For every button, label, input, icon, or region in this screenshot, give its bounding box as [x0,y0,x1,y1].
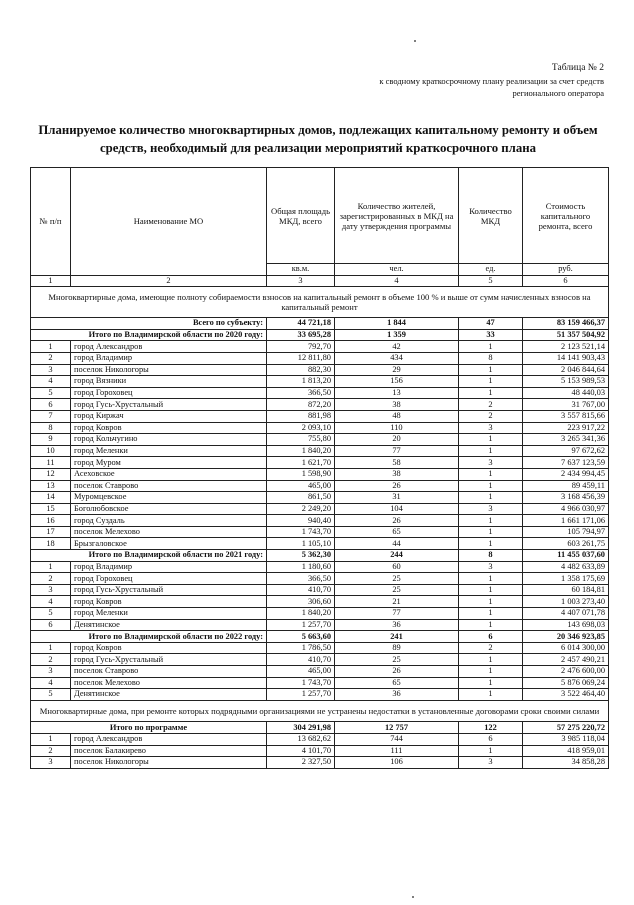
row-residents: 38 [335,399,459,411]
row-count: 1 [459,515,523,527]
subject-total-row [31,318,609,330]
row-cost: 3 265 341,36 [523,434,609,446]
table-row [31,596,609,608]
year-total-row-area: 5 663,60 [267,631,335,643]
row-area: 366,50 [267,573,335,585]
row-residents: 26 [335,515,459,527]
scan-speck [414,40,416,42]
row-num: 12 [31,468,71,480]
row-mo-name: город Ковров [71,642,267,654]
row-count: 1 [459,468,523,480]
row-residents: 110 [335,422,459,434]
row-cost: 3 557 815,66 [523,410,609,422]
row-residents: 48 [335,410,459,422]
row-count: 6 [459,733,523,745]
table-row [31,352,609,364]
col-header-area: Общая площадь МКД, всего [267,168,335,264]
row-num: 2 [31,573,71,585]
row-num: 3 [31,364,71,376]
row-residents: 21 [335,596,459,608]
row-cost: 2 123 521,14 [523,341,609,353]
row-count: 1 [459,596,523,608]
row-count: 1 [459,364,523,376]
row-count: 1 [459,341,523,353]
table-row [31,642,609,654]
row-area: 306,60 [267,596,335,608]
row-area: 465,00 [267,480,335,492]
row-num: 11 [31,457,71,469]
col-number: 3 [267,275,335,287]
program-total-row [31,722,609,734]
row-mo-name: Муромцевское [71,492,267,504]
row-cost: 97 672,62 [523,445,609,457]
row-residents: 31 [335,492,459,504]
row-mo-name: город Александров [71,341,267,353]
year-total-row-residents: 1 359 [335,329,459,341]
row-area: 2 093,10 [267,422,335,434]
row-cost: 1 003 273,40 [523,596,609,608]
row-cost: 48 440,03 [523,387,609,399]
table-caption [304,62,604,99]
table-row [31,376,609,388]
row-num: 17 [31,526,71,538]
row-mo-name: Денятинское [71,689,267,701]
row-residents: 44 [335,538,459,550]
row-count: 3 [459,503,523,515]
row-num: 2 [31,745,71,757]
row-mo-name: город Суздаль [71,515,267,527]
row-count: 2 [459,642,523,654]
row-num: 4 [31,376,71,388]
row-mo-name: город Ковров [71,596,267,608]
table-row [31,445,609,457]
row-num: 3 [31,666,71,678]
row-residents: 42 [335,341,459,353]
year-total-row-area: 33 695,28 [267,329,335,341]
row-num: 1 [31,341,71,353]
row-num: 5 [31,387,71,399]
table-row [31,341,609,353]
row-cost: 223 917,22 [523,422,609,434]
row-residents: 65 [335,526,459,538]
table-row [31,422,609,434]
row-area: 2 249,20 [267,503,335,515]
year-total-row-cost: 51 357 504,92 [523,329,609,341]
row-num: 3 [31,757,71,769]
row-residents: 36 [335,689,459,701]
row-residents: 65 [335,677,459,689]
table-row [31,619,609,631]
row-residents: 60 [335,561,459,573]
row-mo-name: город Гороховец [71,573,267,585]
row-mo-name: город Гусь-Хрустальный [71,584,267,596]
row-area: 1 743,70 [267,526,335,538]
row-residents: 434 [335,352,459,364]
row-area: 4 101,70 [267,745,335,757]
row-count: 3 [459,457,523,469]
row-area: 1 105,10 [267,538,335,550]
row-area: 1 257,70 [267,689,335,701]
col-header-cost: Стоимость капитального ремонта, всего [523,168,609,264]
row-count: 1 [459,376,523,388]
row-count: 1 [459,434,523,446]
year-total-row-residents: 241 [335,631,459,643]
row-num: 1 [31,733,71,745]
col-number: 2 [71,275,267,287]
row-cost: 4 966 030,97 [523,503,609,515]
row-count: 1 [459,689,523,701]
col-header-num: № п/п [31,168,71,276]
row-area: 1 598,90 [267,468,335,480]
row-count: 1 [459,573,523,585]
table-row [31,573,609,585]
subject-total-row-label: Всего по субъекту: [31,318,267,330]
row-residents: 156 [335,376,459,388]
row-num: 6 [31,619,71,631]
row-num: 1 [31,642,71,654]
row-residents: 744 [335,733,459,745]
table-row [31,364,609,376]
unit-area: кв.м. [267,264,335,276]
row-cost: 3 168 456,39 [523,492,609,504]
row-num: 3 [31,584,71,596]
unit-cost: руб. [523,264,609,276]
row-cost: 2 457 490,21 [523,654,609,666]
row-cost: 3 522 464,40 [523,689,609,701]
row-mo-name: город Владимир [71,352,267,364]
caption-line: к сводному краткосрочному плану реализации за счет средств [379,76,604,86]
row-residents: 77 [335,608,459,620]
unit-count: ед. [459,264,523,276]
row-count: 2 [459,399,523,411]
row-count: 1 [459,445,523,457]
row-mo-name: поселок Мелехово [71,677,267,689]
scan-speck [412,896,414,898]
caption-line: регионального оператора [512,88,604,98]
row-residents: 29 [335,364,459,376]
table-row [31,538,609,550]
row-num: 13 [31,480,71,492]
row-mo-name: город Муром [71,457,267,469]
program-total-row-count: 122 [459,722,523,734]
row-residents: 38 [335,468,459,480]
table-row [31,434,609,446]
row-num: 18 [31,538,71,550]
row-count: 3 [459,422,523,434]
row-area: 861,50 [267,492,335,504]
row-residents: 20 [335,434,459,446]
row-area: 12 811,80 [267,352,335,364]
row-count: 1 [459,538,523,550]
row-cost: 5 153 989,53 [523,376,609,388]
subject-total-row-residents: 1 844 [335,318,459,330]
table-row [31,654,609,666]
col-number: 4 [335,275,459,287]
row-num: 5 [31,608,71,620]
row-num: 5 [31,689,71,701]
unit-residents: чел. [335,264,459,276]
row-cost: 418 959,01 [523,745,609,757]
row-mo-name: Денятинское [71,619,267,631]
row-area: 2 327,50 [267,757,335,769]
row-num: 16 [31,515,71,527]
row-count: 1 [459,387,523,399]
row-area: 940,40 [267,515,335,527]
col-header-name: Наименование МО [71,168,267,276]
year-total-row-label: Итого по Владимирской области по 2020 году: [31,329,267,341]
row-residents: 104 [335,503,459,515]
subject-total-row-area: 44 721,18 [267,318,335,330]
row-residents: 111 [335,745,459,757]
table-row [31,468,609,480]
row-cost: 603 261,75 [523,538,609,550]
row-cost: 105 794,97 [523,526,609,538]
row-area: 792,70 [267,341,335,353]
row-cost: 7 637 123,59 [523,457,609,469]
row-num: 1 [31,561,71,573]
row-count: 3 [459,757,523,769]
table-row [31,677,609,689]
year-total-row-residents: 244 [335,550,459,562]
row-count: 1 [459,584,523,596]
row-mo-name: город Кольчугино [71,434,267,446]
row-residents: 89 [335,642,459,654]
row-cost: 31 767,00 [523,399,609,411]
year-total-row [31,631,609,643]
year-total-row-label: Итого по Владимирской области по 2022 году: [31,631,267,643]
row-count: 1 [459,526,523,538]
row-num: 9 [31,434,71,446]
row-residents: 58 [335,457,459,469]
row-mo-name: город Ковров [71,422,267,434]
table-row [31,608,609,620]
row-area: 1 840,20 [267,445,335,457]
row-mo-name: поселок Ставрово [71,480,267,492]
table-row [31,757,609,769]
row-residents: 26 [335,480,459,492]
col-header-residents: Количество жителей, зарегистрированных в МКД на дату утверждения программы [335,168,459,264]
table-row [31,733,609,745]
table-number: Таблица № 2 [551,63,604,73]
row-cost: 5 876 069,24 [523,677,609,689]
row-residents: 25 [335,654,459,666]
row-num: 2 [31,654,71,666]
year-total-row-cost: 20 346 923,85 [523,631,609,643]
table-row [31,457,609,469]
row-count: 1 [459,619,523,631]
table-row [31,480,609,492]
row-count: 1 [459,492,523,504]
table-row [31,561,609,573]
table-row [31,503,609,515]
row-count: 8 [459,352,523,364]
program-total-row-cost: 57 275 220,72 [523,722,609,734]
row-area: 410,70 [267,654,335,666]
row-mo-name: поселок Никологоры [71,364,267,376]
row-num: 4 [31,677,71,689]
column-headers [31,168,609,264]
year-total-row-label: Итого по Владимирской области по 2021 году: [31,550,267,562]
row-area: 1 786,50 [267,642,335,654]
row-count: 1 [459,745,523,757]
row-cost: 1 661 171,06 [523,515,609,527]
table-row [31,584,609,596]
year-total-row-cost: 11 455 037,60 [523,550,609,562]
col-header-count: Количество МКД [459,168,523,264]
row-residents: 25 [335,573,459,585]
row-cost: 1 358 175,69 [523,573,609,585]
row-count: 3 [459,561,523,573]
year-total-row-count: 33 [459,329,523,341]
row-mo-name: город Меленки [71,608,267,620]
table-row [31,689,609,701]
row-mo-name: Брызгаловское [71,538,267,550]
year-total-row [31,550,609,562]
table-row [31,666,609,678]
row-num: 4 [31,596,71,608]
row-cost: 4 482 633,89 [523,561,609,573]
row-mo-name: город Александров [71,733,267,745]
table-row [31,399,609,411]
row-num: 7 [31,410,71,422]
row-count: 1 [459,666,523,678]
row-residents: 106 [335,757,459,769]
row-area: 872,20 [267,399,335,411]
row-num: 6 [31,399,71,411]
row-area: 882,30 [267,364,335,376]
row-mo-name: город Киржач [71,410,267,422]
table-row [31,526,609,538]
row-num: 10 [31,445,71,457]
row-area: 410,70 [267,584,335,596]
row-residents: 26 [335,666,459,678]
row-mo-name: поселок Ставрово [71,666,267,678]
row-residents: 36 [335,619,459,631]
table-row [31,492,609,504]
program-total-row-area: 304 291,98 [267,722,335,734]
row-area: 465,00 [267,666,335,678]
row-area: 1 257,70 [267,619,335,631]
row-mo-name: Боголюбовское [71,503,267,515]
row-mo-name: Асеховское [71,468,267,480]
row-num: 2 [31,352,71,364]
row-mo-name: город Вязники [71,376,267,388]
row-mo-name: город Гусь-Хрустальный [71,399,267,411]
row-count: 2 [459,410,523,422]
table-row [31,515,609,527]
row-area: 13 682,62 [267,733,335,745]
year-total-row-count: 8 [459,550,523,562]
subject-total-row-cost: 83 159 466,37 [523,318,609,330]
row-area: 1 813,20 [267,376,335,388]
row-residents: 25 [335,584,459,596]
table-row [31,410,609,422]
program-total-row-residents: 12 757 [335,722,459,734]
row-cost: 2 434 994,45 [523,468,609,480]
col-number: 6 [523,275,609,287]
row-count: 1 [459,677,523,689]
year-total-row [31,329,609,341]
row-area: 881,98 [267,410,335,422]
row-cost: 4 407 071,78 [523,608,609,620]
col-number: 1 [31,275,71,287]
row-cost: 89 459,11 [523,480,609,492]
row-residents: 77 [335,445,459,457]
row-cost: 14 141 903,43 [523,352,609,364]
row-mo-name: поселок Мелехово [71,526,267,538]
row-area: 755,80 [267,434,335,446]
document-title: Планируемое количество многоквартирных домов, подлежащих капитальному ремонту и объем средств, необходимый для реализации мероприятий краткосрочного плана [38,123,598,155]
section-header [31,700,609,722]
column-numbers-row [31,275,609,287]
table-row [31,745,609,757]
subject-total-row-count: 47 [459,318,523,330]
row-mo-name: город Гороховец [71,387,267,399]
row-mo-name: город Гусь-Хрустальный [71,654,267,666]
row-area: 1 180,60 [267,561,335,573]
section-header [31,287,609,318]
row-cost: 34 858,28 [523,757,609,769]
row-cost: 60 184,81 [523,584,609,596]
row-mo-name: город Владимир [71,561,267,573]
program-total-row-label: Итого по программе [31,722,267,734]
row-mo-name: поселок Балакирево [71,745,267,757]
row-cost: 3 985 118,04 [523,733,609,745]
row-count: 1 [459,480,523,492]
row-num: 15 [31,503,71,515]
row-cost: 2 476 600,00 [523,666,609,678]
row-num: 14 [31,492,71,504]
row-area: 1 743,70 [267,677,335,689]
row-cost: 2 046 844,64 [523,364,609,376]
table-row [31,387,609,399]
row-num: 8 [31,422,71,434]
section-header-text: Многоквартирные дома, имеющие полноту собираемости взносов на капитальный ремонт в объеме 100 % и выше от сумм начисленных взносов на капитальный ремонт [31,287,609,318]
year-total-row-area: 5 362,30 [267,550,335,562]
row-area: 1 840,20 [267,608,335,620]
row-count: 1 [459,654,523,666]
row-area: 1 621,70 [267,457,335,469]
data-table [30,167,609,769]
row-residents: 13 [335,387,459,399]
row-area: 366,50 [267,387,335,399]
year-total-row-count: 6 [459,631,523,643]
col-number: 5 [459,275,523,287]
row-cost: 143 698,03 [523,619,609,631]
row-count: 1 [459,608,523,620]
section-header-text: Многоквартирные дома, при ремонте которых подрядными организациями не устранены недостатки в установленные договорами сроки своими силами [31,700,609,722]
row-cost: 6 014 300,00 [523,642,609,654]
row-mo-name: город Меленки [71,445,267,457]
row-mo-name: поселок Никологоры [71,757,267,769]
